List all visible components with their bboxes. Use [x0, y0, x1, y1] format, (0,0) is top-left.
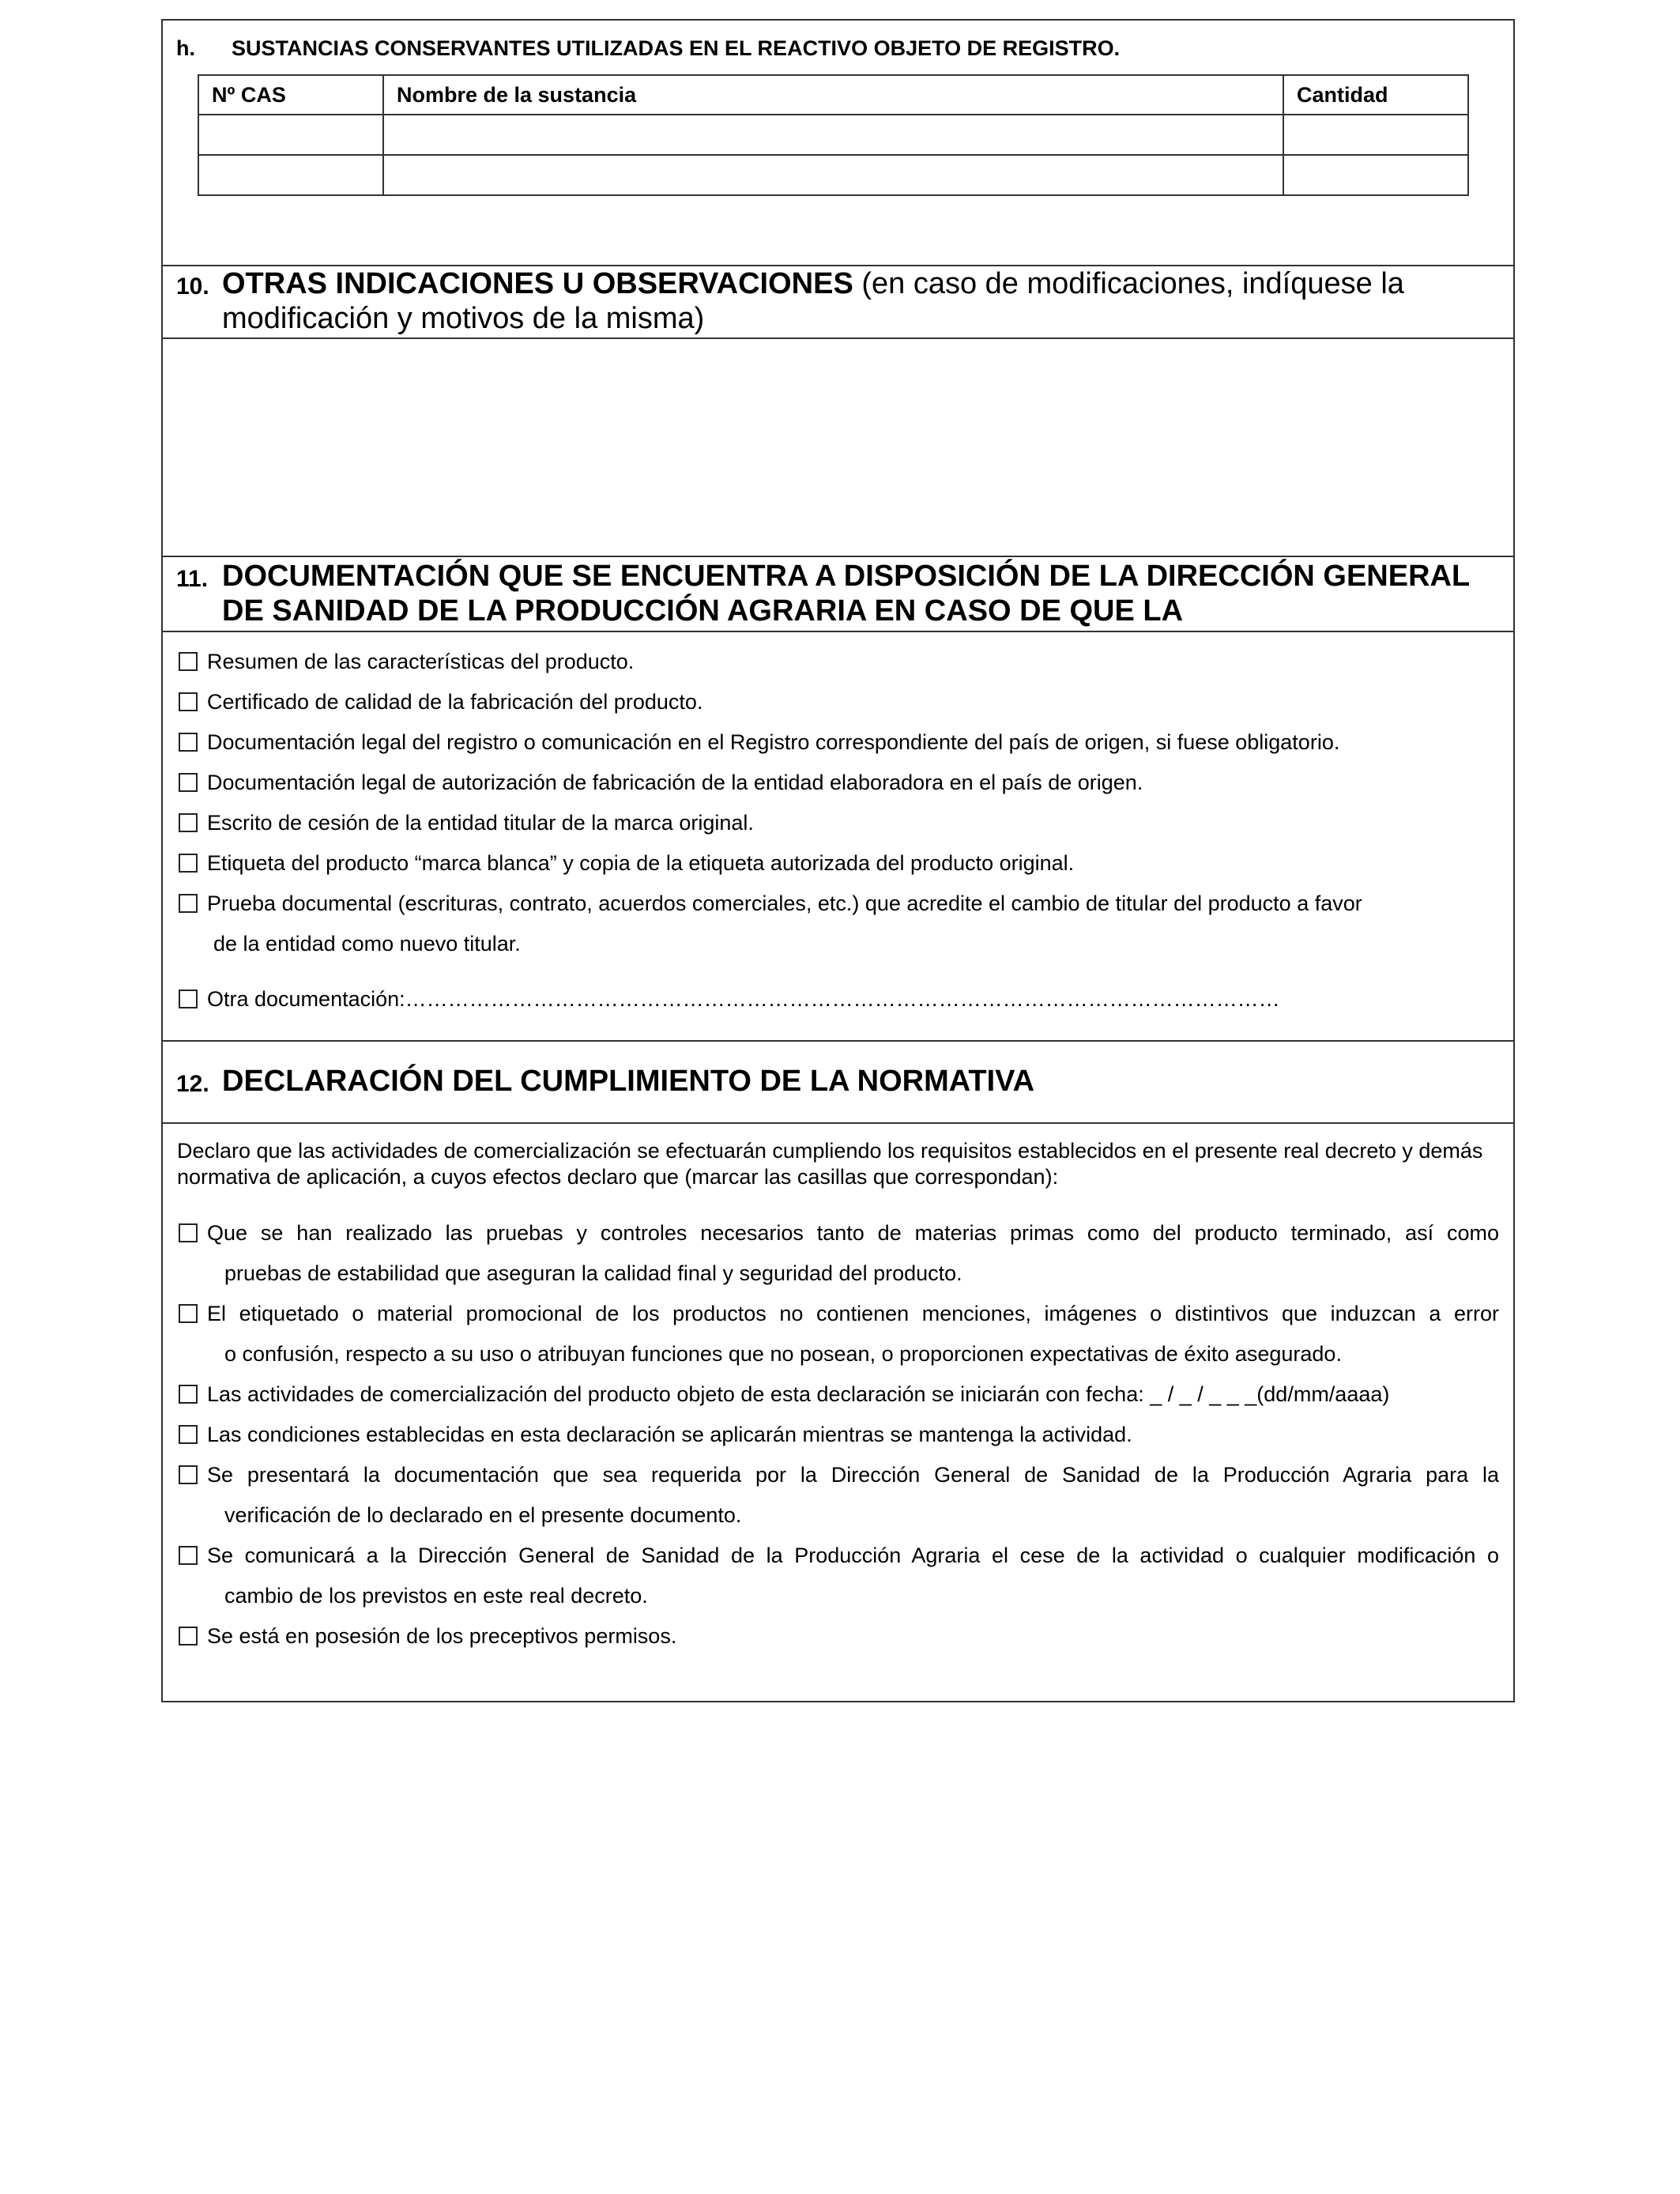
- checkbox[interactable]: [179, 1425, 198, 1444]
- item-label: Certificado de calidad de la fabricación del producto.: [207, 690, 703, 714]
- section-10-subtitle: (en caso de modificaciones, indíquese la modificación y motivos de la misma): [222, 267, 1404, 335]
- list-item: [179, 722, 1499, 763]
- item-label: Etiqueta del producto “marca blanca” y copia de la etiqueta autorizada del producto original.: [207, 851, 1075, 875]
- section-h-title: [176, 36, 1120, 61]
- checkbox[interactable]: [179, 1385, 198, 1404]
- section-12-heading: [176, 1064, 1490, 1099]
- list-item: [179, 979, 1499, 1020]
- section-10-number: 10.: [176, 273, 209, 300]
- item-label-continuation: cambio de los previstos en este real decreto.: [224, 1584, 648, 1608]
- list-item: [179, 1213, 1499, 1294]
- header-quantity: Cantidad: [1283, 75, 1468, 115]
- declaration-intro: Declaro que las actividades de comercialización se efectuarán cumpliendo los requisitos establecidos en el presente real decreto y demás normativa de aplicación, a cuyos efectos declaro que (marcar las casillas que correspondan):: [177, 1139, 1483, 1189]
- item-label-continuation: verificación de lo declarado en el presente documento.: [224, 1503, 742, 1527]
- observations-field[interactable]: [163, 339, 1513, 555]
- checkbox[interactable]: [179, 652, 198, 671]
- section-10-title: OTRAS INDICACIONES U OBSERVACIONES: [222, 267, 853, 300]
- checkbox[interactable]: [179, 1546, 198, 1565]
- item-label: Las condiciones establecidas en esta declaración se aplicarán mientras se mantenga la actividad.: [207, 1423, 1132, 1446]
- checkbox[interactable]: [179, 1304, 198, 1323]
- checkbox[interactable]: [179, 1223, 198, 1242]
- section-h-letter: h.: [176, 36, 195, 60]
- item-label: Se comunicará a la Dirección General de Sanidad de la Producción Agraria el cese de la actividad o cualquier modificación o: [207, 1544, 1499, 1567]
- list-item: [179, 884, 1499, 964]
- item-label: Se presentará la documentación que sea requerida por la Dirección General de Sanidad de la Producción Agraria para la: [207, 1463, 1499, 1487]
- checkbox[interactable]: [179, 1465, 198, 1484]
- section-11-heading: [176, 559, 1490, 628]
- cell-quantity[interactable]: [1283, 115, 1468, 155]
- item-label-continuation: pruebas de estabilidad que aseguran la calidad final y seguridad del producto.: [224, 1261, 962, 1285]
- item-label: El etiquetado o material promocional de los productos no contienen menciones, imágenes o distintivos que induzcan a error: [207, 1302, 1499, 1325]
- cell-quantity[interactable]: [1283, 155, 1468, 195]
- form-container: [161, 19, 1515, 1702]
- item-label: Resumen de las características del producto.: [207, 650, 635, 673]
- item-label: Que se han realizado las pruebas y controles necesarios tanto de materias primas como del producto terminado, así como: [207, 1221, 1499, 1245]
- checkbox[interactable]: [179, 692, 198, 711]
- table-header-row: [198, 75, 1468, 115]
- list-item: [179, 642, 1499, 682]
- checkbox[interactable]: [179, 1627, 198, 1646]
- preservatives-table: [198, 74, 1469, 196]
- section-10-heading: [176, 266, 1490, 336]
- divider: [163, 556, 1513, 557]
- table-row: [198, 115, 1468, 155]
- checkbox[interactable]: [179, 894, 198, 913]
- cell-substance-name[interactable]: [383, 155, 1283, 195]
- list-item: [179, 1536, 1499, 1616]
- list-item: [179, 682, 1499, 722]
- checkbox[interactable]: [179, 733, 198, 752]
- checkbox[interactable]: [179, 773, 198, 792]
- divider: [163, 1122, 1513, 1124]
- list-item: [179, 843, 1499, 884]
- list-item: [179, 1616, 1499, 1657]
- item-label: Otra documentación:……………………………………………………………………………………………………………: [207, 987, 1280, 1011]
- header-cas-number: Nº CAS: [198, 75, 383, 115]
- checkbox[interactable]: [179, 854, 198, 873]
- list-item: [179, 763, 1499, 803]
- item-label: Prueba documental (escrituras, contrato, acuerdos comerciales, etc.) que acredite el cambio de titular del producto a favor: [207, 892, 1362, 915]
- section-12-number: 12.: [176, 1071, 209, 1097]
- item-label: Documentación legal de autorización de fabricación de la entidad elaboradora en el país de origen.: [207, 771, 1143, 794]
- section-11-title: DOCUMENTACIÓN QUE SE ENCUENTRA A DISPOSICIÓN DE LA DIRECCIÓN GENERAL DE SANIDAD DE LA PRODUCCIÓN AGRARIA EN CASO DE QUE LA: [222, 560, 1470, 628]
- checkbox[interactable]: [179, 813, 198, 832]
- section-11-number: 11.: [176, 566, 209, 592]
- section-12-title: DECLARACIÓN DEL CUMPLIMIENTO DE LA NORMATIVA: [222, 1065, 1035, 1098]
- list-item: [179, 1374, 1499, 1415]
- checkbox[interactable]: [179, 990, 198, 1008]
- list-item: [179, 1455, 1499, 1536]
- item-label-continuation: o confusión, respecto a su uso o atribuyan funciones que no posean, o proporcionen expectativas de éxito asegurado.: [224, 1342, 1342, 1366]
- list-item: [179, 1415, 1499, 1455]
- item-label: Escrito de cesión de la entidad titular de la marca original.: [207, 811, 754, 835]
- list-item: [179, 803, 1499, 843]
- header-substance-name: Nombre de la sustancia: [383, 75, 1283, 115]
- item-label-continuation: de la entidad como nuevo titular.: [213, 932, 521, 956]
- cell-cas-number[interactable]: [198, 115, 383, 155]
- list-item: [179, 1294, 1499, 1374]
- section-h-title-text: SUSTANCIAS CONSERVANTES UTILIZADAS EN EL REACTIVO OBJETO DE REGISTRO.: [232, 36, 1121, 60]
- divider: [163, 1040, 1513, 1042]
- divider: [163, 631, 1513, 632]
- item-label: Las actividades de comercialización del producto objeto de esta declaración se iniciarán con fecha: _ / _ / _ _ _(dd/mm/aaaa): [207, 1382, 1390, 1406]
- item-label: Documentación legal del registro o comunicación en el Registro correspondiente del país de origen, si fuese obligatorio.: [207, 730, 1340, 754]
- item-label: Se está en posesión de los preceptivos permisos.: [207, 1624, 677, 1648]
- cell-substance-name[interactable]: [383, 115, 1283, 155]
- table-row: [198, 155, 1468, 195]
- cell-cas-number[interactable]: [198, 155, 383, 195]
